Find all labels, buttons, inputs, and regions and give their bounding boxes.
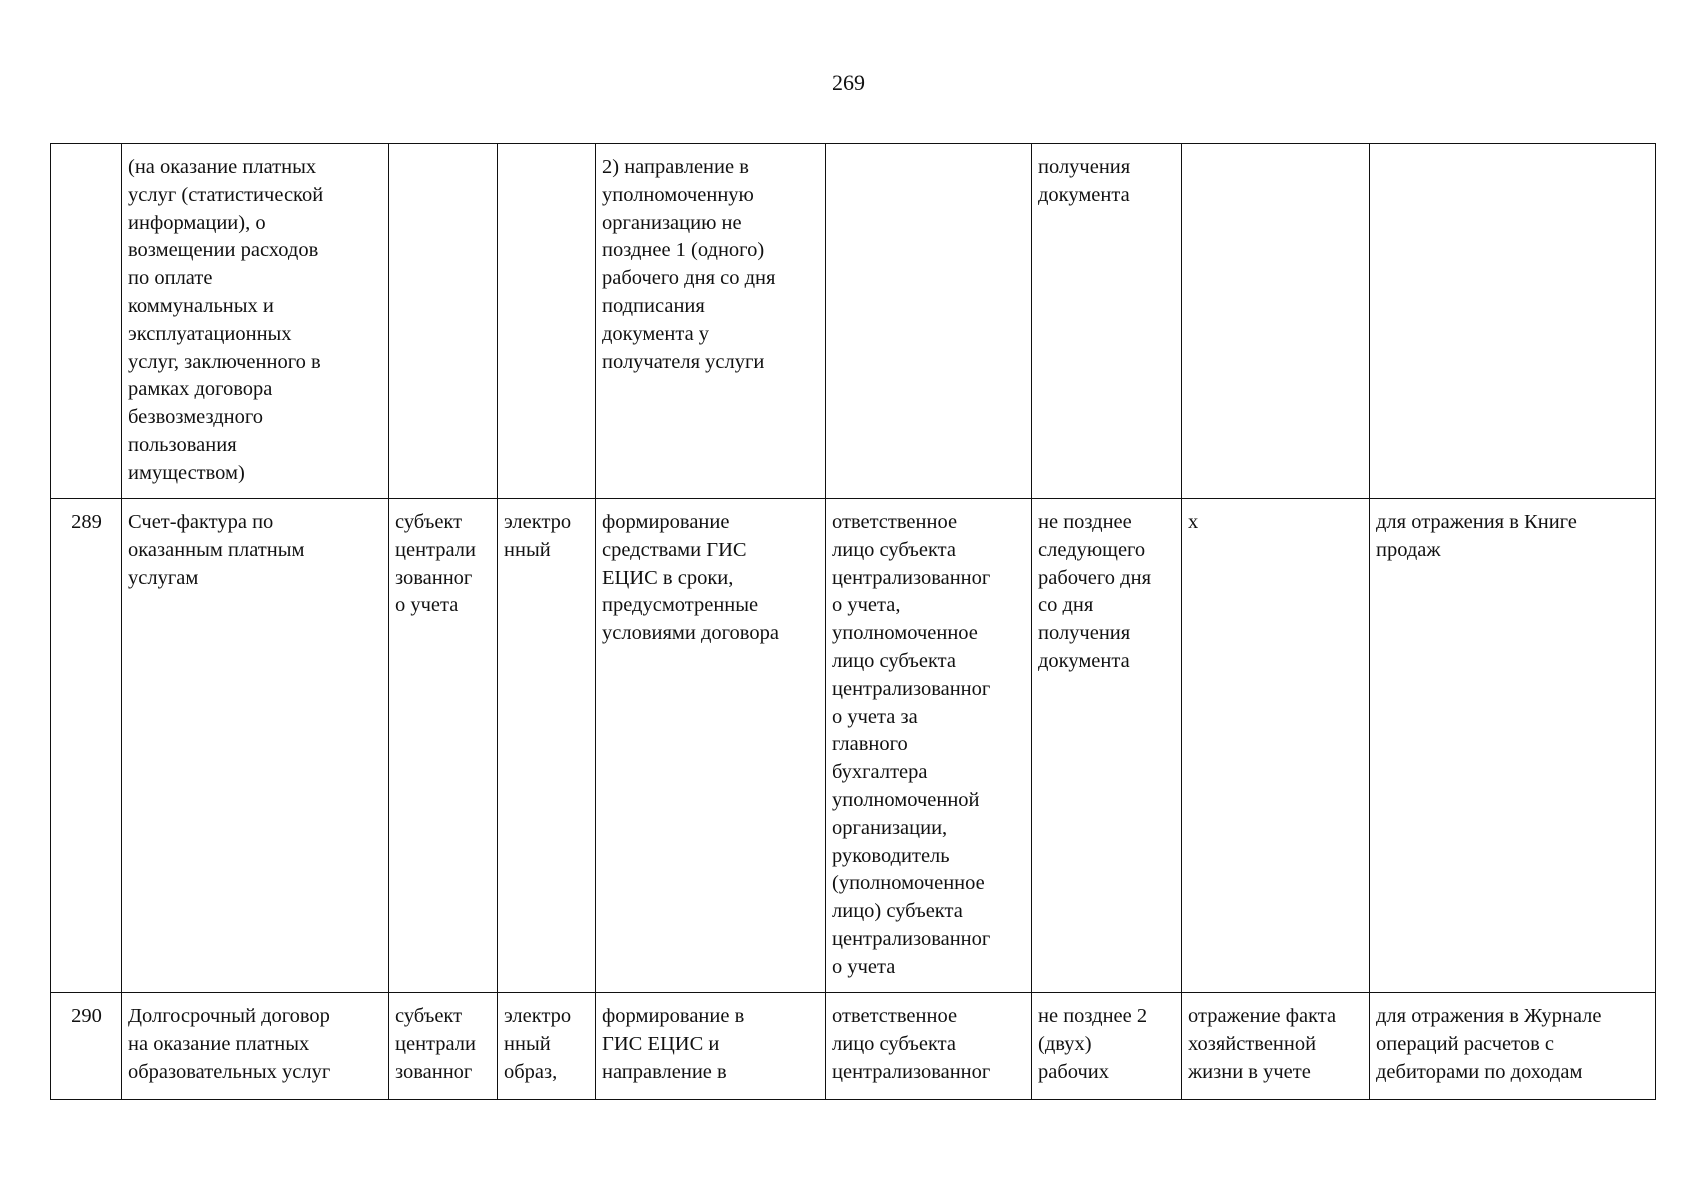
- creator-cell: субъект централи зованног о учета: [389, 499, 498, 993]
- format-cell: электро нный: [498, 499, 596, 993]
- fact-cell: отражение факта хозяйственной жизни в учете: [1182, 993, 1370, 1100]
- format-cell: [498, 144, 596, 499]
- purpose-cell: для отражения в Книге продаж: [1370, 499, 1656, 993]
- document-name-cell: Долгосрочный договор на оказание платных образовательных услуг: [122, 993, 389, 1100]
- purpose-cell: [1370, 144, 1656, 499]
- creator-cell: субъект централи зованног: [389, 993, 498, 1100]
- purpose-cell: для отражения в Журнале операций расчетов с дебиторами по доходам: [1370, 993, 1656, 1100]
- fact-cell: х: [1182, 499, 1370, 993]
- procedure-cell: 2) направление в уполномоченную организацию не позднее 1 (одного) рабочего дня со дня подписания документа у получателя услуги: [596, 144, 826, 499]
- page-number: 269: [832, 70, 865, 95]
- deadline-cell: получения документа: [1032, 144, 1182, 499]
- document-name-cell: Счет-фактура по оказанным платным услугам: [122, 499, 389, 993]
- table-row: [51, 144, 1656, 499]
- format-cell: электро нный образ,: [498, 993, 596, 1100]
- table-row: [51, 499, 1656, 993]
- document-table: [50, 143, 1656, 1100]
- procedure-cell: формирование средствами ГИС ЕЦИС в сроки, предусмотренные условиями договора: [596, 499, 826, 993]
- creator-cell: [389, 144, 498, 499]
- row-number-cell: 289: [51, 499, 122, 993]
- row-number-cell: [51, 144, 122, 499]
- document-name-cell: (на оказание платных услуг (статистической информации), о возмещении расходов по оплате коммунальных и эксплуатационных услуг, заключенного в рамках договора безвозмездного пользования имуществом): [122, 144, 389, 499]
- procedure-cell: формирование в ГИС ЕЦИС и направление в: [596, 993, 826, 1100]
- row-number-cell: 290: [51, 993, 122, 1100]
- signer-cell: ответственное лицо субъекта централизованног о учета, уполномоченное лицо субъекта централизованног о учета за главного бухгалтера уполномоченной организации, руководитель (уполномоченное лицо) субъекта централизованног о учета: [826, 499, 1032, 993]
- fact-cell: [1182, 144, 1370, 499]
- deadline-cell: не позднее 2 (двух) рабочих: [1032, 993, 1182, 1100]
- deadline-cell: не позднее следующего рабочего дня со дня получения документа: [1032, 499, 1182, 993]
- signer-cell: [826, 144, 1032, 499]
- table-row: [51, 993, 1656, 1100]
- signer-cell: ответственное лицо субъекта централизованног: [826, 993, 1032, 1100]
